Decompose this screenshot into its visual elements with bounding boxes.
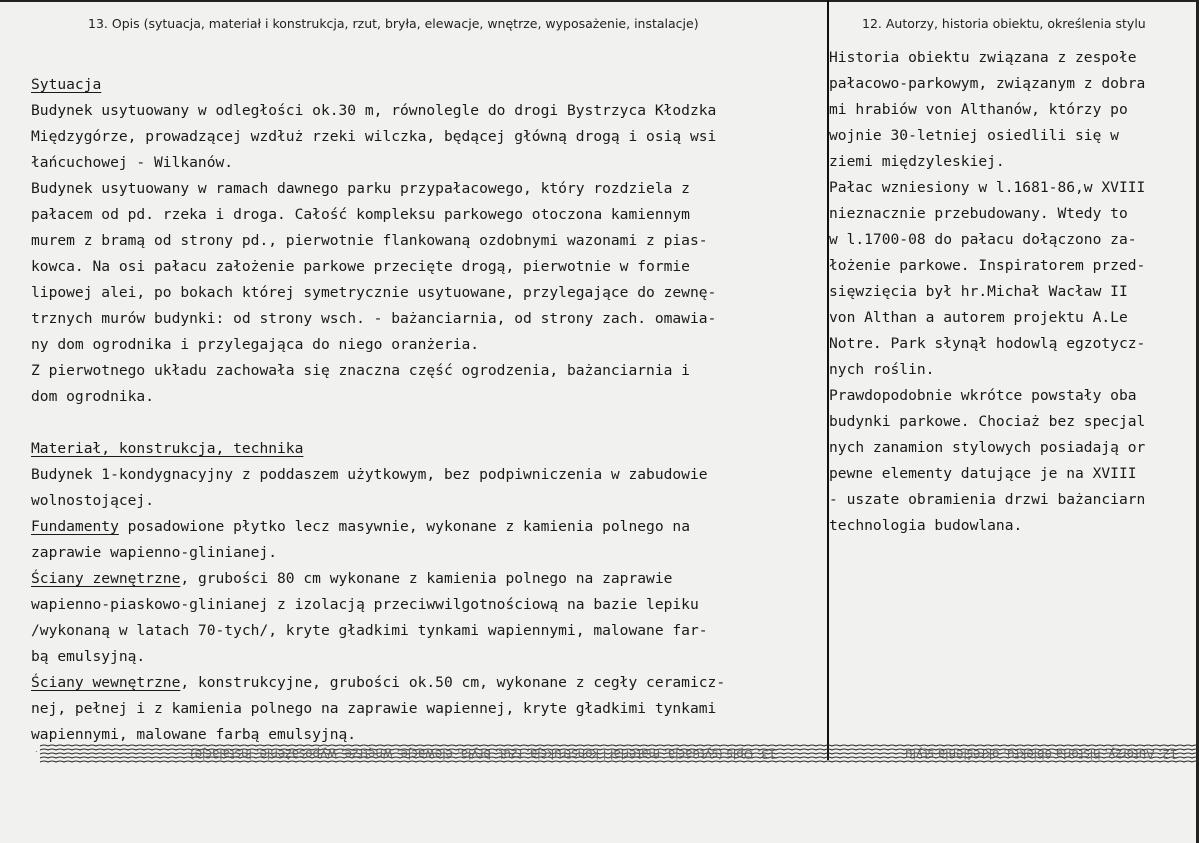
history-line: mi hrabiów von Althanów, którzy po — [829, 101, 1128, 118]
history-line: pałacowo-parkowym, związanym z dobra — [829, 75, 1146, 92]
history-line: von Althan a autorem projektu A.Le — [829, 309, 1128, 326]
wave-line — [40, 761, 1199, 762]
history-line: technologia budowlana. — [829, 517, 1023, 534]
description-line — [31, 514, 831, 540]
description-line: lipowej alei, po bokach której symetrycznie usytuowane, przylegające do zewnę- — [31, 284, 717, 301]
section-heading: Sytuacja — [31, 76, 102, 93]
history-line: łożenie parkowe. Inspiratorem przed- — [829, 257, 1146, 274]
section-heading: Materiał, konstrukcja, technika — [31, 440, 304, 457]
description-line: /wykonaną w latach 70-tych/, kryte gładkimi tynkami wapiennymi, malowane far- — [31, 622, 708, 639]
section-12-header: 12. Autorzy, historia obiektu, określenia stylu — [862, 16, 1146, 31]
description-line — [31, 566, 831, 592]
description-line: bą emulsyjną. — [31, 648, 146, 665]
description-line: nej, pełnej i z kamienia polnego na zaprawie wapiennej, kryte gładkimi tynkami — [31, 700, 717, 717]
description-column — [31, 72, 831, 752]
subsection-heading: Fundamenty — [31, 518, 119, 535]
history-line: ziemi międzyleskiej. — [829, 153, 1005, 170]
history-line: nieznacznie przebudowany. Wtedy to — [829, 205, 1128, 222]
description-line: Budynek usytuowany w odległości ok.30 m, równolegle do drogi Bystrzyca Kłodzka — [31, 102, 717, 119]
subsection-text: posadowione płytko lecz masywnie, wykonane z kamienia polnego na — [118, 518, 690, 535]
description-line: wolnostojącej. — [31, 492, 155, 509]
description-line — [31, 410, 831, 436]
history-line: budynki parkowe. Chociaż bez specjal — [829, 413, 1146, 430]
subsection-text: , grubości 80 cm wykonane z kamienia polnego na zaprawie — [180, 570, 673, 587]
description-line: Budynek 1-kondygnacyjny z poddaszem użytkowym, bez podpiwniczenia w zabudowie — [31, 466, 708, 483]
card-top-border — [0, 0, 1199, 2]
description-line: trznych murów budynki: od strony wsch. - bażanciarnia, od strony zach. omawia- — [31, 310, 717, 327]
description-line: zaprawie wapienno-glinianej. — [31, 544, 278, 561]
description-line: pałacem od pd. rzeka i droga. Całość kompleksu parkowego otoczona kamiennym — [31, 206, 690, 223]
description-line: murem z bramą od strony pd., pierwotnie flankowaną ozdobnymi wazonami z pias- — [31, 232, 708, 249]
history-line: pewne elementy datujące je na XVIII — [829, 465, 1137, 482]
history-line: Pałac wzniesiony w l.1681-86,w XVIII — [829, 179, 1146, 196]
history-line: w l.1700-08 do pałacu dołączono za- — [829, 231, 1137, 248]
reversed-header-right: 12. Autorzy, historia obiektu, określenia stylu — [905, 747, 1178, 761]
history-line: wojnie 30-letniej osiedlili się w — [829, 127, 1119, 144]
history-line: sięwzięcia był hr.Michał Wacław II — [829, 283, 1128, 300]
description-line: Z pierwotnego układu zachowała się znaczna część ogrodzenia, bażanciarnia i — [31, 362, 690, 379]
history-line: Prawdopodobnie wkrótce powstały oba — [829, 387, 1137, 404]
reversed-header-left: 13. Opis (sytuacja, materiał i konstrukcja, rzut, bryła, elewacje, wnętrze, wyposażenie, instalacje) — [190, 747, 777, 761]
section-13-header: 13. Opis (sytuacja, materiał i konstrukcja, rzut, bryła, elewacje, wnętrze, wyposażenie, instalacje) — [88, 16, 699, 31]
description-line: kowca. Na osi pałacu założenie parkowe przecięte drogą, pierwotnie w formie — [31, 258, 690, 275]
history-line: - uszate obramienia drzwi bażanciarn — [829, 491, 1146, 508]
subsection-text: , konstrukcyjne, grubości ok.50 cm, wykonane z cegły ceramicz- — [180, 674, 726, 691]
history-column — [829, 45, 1197, 545]
description-line: ny dom ogrodnika i przylegająca do niego oranżeria. — [31, 336, 480, 353]
description-line: wapiennymi, malowane farbą emulsyjną. — [31, 726, 357, 743]
history-line: Historia obiektu związana z zespołe — [829, 49, 1137, 66]
description-line: wapienno-piaskowo-glinianej z izolacją przeciwwilgotnościową na bazie lepiku — [31, 596, 699, 613]
wave-line — [40, 745, 1199, 746]
description-line: łańcuchowej - Wilkanów. — [31, 154, 234, 171]
history-line: nych roślin. — [829, 361, 935, 378]
description-line: Międzygórze, prowadzącej wzdłuż rzeki wilczka, będącej główną drogą i osią wsi — [31, 128, 717, 145]
subsection-heading: Ściany wewnętrzne — [31, 674, 181, 691]
history-line: nych zanamion stylowych posiadają or — [829, 439, 1146, 456]
description-line: Budynek usytuowany w ramach dawnego parku przypałacowego, który rozdziela z — [31, 180, 690, 197]
subsection-heading: Ściany zewnętrzne — [31, 570, 181, 587]
description-line: dom ogrodnika. — [31, 388, 155, 405]
description-line — [31, 670, 831, 696]
history-line: Notre. Park słynął hodowlą egzotycz- — [829, 335, 1146, 352]
